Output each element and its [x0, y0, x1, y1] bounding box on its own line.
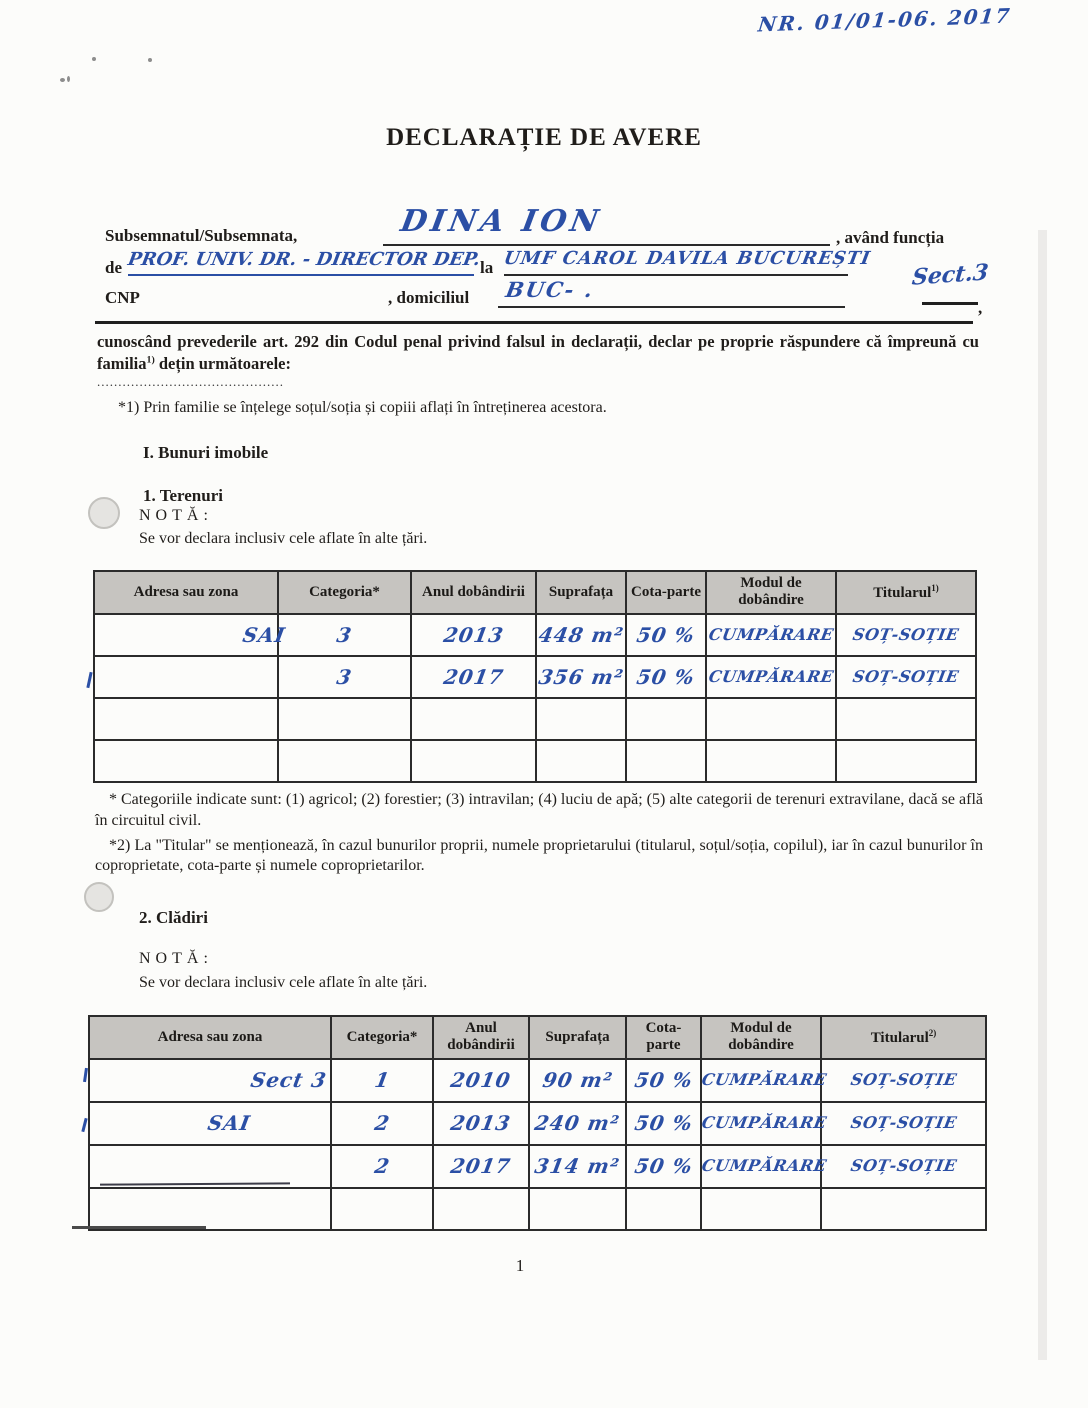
declarant-function: PROF. UNIV. DR. - DIRECTOR DEP. — [126, 249, 482, 270]
footnotes-block — [95, 790, 983, 877]
nota-text-2: Se vor declara inclusiv cele aflate în alte țări. — [139, 974, 428, 991]
cell-titular: SOȚ-SOȚIE — [836, 614, 976, 656]
terenuri-table — [93, 570, 977, 783]
oath-paragraph — [97, 331, 979, 375]
de-label: de — [105, 258, 122, 277]
dotted-line: ............................................ — [97, 374, 284, 389]
cell-modul: CUMPĂRARE — [701, 1059, 821, 1102]
cnp-label: CNP — [105, 288, 140, 307]
cell-categoria: 2 — [331, 1145, 433, 1188]
col-adresa: Adresa sau zona — [89, 1016, 331, 1059]
cell-adresa — [94, 656, 278, 698]
cell-cota: 50 % — [626, 614, 706, 656]
nota-label-1: NOTĂ: — [139, 507, 213, 524]
terenuri-empty-row — [94, 698, 976, 740]
cell-anul: 2013 — [433, 1102, 529, 1145]
cell-suprafata: 356 m² — [536, 656, 626, 698]
cell-categoria: 1 — [331, 1059, 433, 1102]
section-terenuri: 1. Terenuri — [143, 486, 223, 505]
col-categoria: Categoria* — [331, 1016, 433, 1059]
nota-text-1: Se vor declara inclusiv cele aflate în alte țări. — [139, 530, 428, 547]
sector-underline — [922, 302, 978, 305]
cell-modul: CUMPĂRARE — [701, 1145, 821, 1188]
cell-cota: 50 % — [626, 1145, 701, 1188]
pen-mark — [86, 672, 92, 688]
sector-note: Sect.3 — [910, 259, 990, 291]
cladiri-header-row — [89, 1016, 986, 1059]
terenuri-row-2 — [94, 656, 976, 698]
cell-anul: 2013 — [411, 614, 536, 656]
col-suprafata: Suprafața — [536, 571, 626, 614]
cell-titular: SOȚ-SOȚIE — [836, 656, 976, 698]
punch-hole — [84, 882, 114, 912]
cell-adresa: SAI — [94, 614, 278, 656]
col-anul: Anul dobândirii — [411, 571, 536, 614]
cladiri-row-3 — [89, 1145, 986, 1188]
declarant-name: DINA ION — [398, 204, 605, 239]
col-adresa: Adresa sau zona — [94, 571, 278, 614]
cladiri-row-2 — [89, 1102, 986, 1145]
terenuri-row-1 — [94, 614, 976, 656]
col-cota: Cota-parte — [626, 571, 706, 614]
cell-cota: 50 % — [626, 1059, 701, 1102]
subsemnatul-label: Subsemnatul/Subsemnata, — [105, 226, 298, 245]
cell-cota: 50 % — [626, 656, 706, 698]
cell-adresa: SAI — [89, 1102, 331, 1145]
scan-edge-band — [1038, 230, 1047, 1360]
cell-modul: CUMPĂRARE — [706, 614, 836, 656]
separator-rule — [95, 321, 973, 324]
registration-number: NR. 01/01-06. 2017 — [756, 3, 1013, 37]
cell-titular: SOȚ-SOȚIE — [821, 1102, 986, 1145]
col-modul: Modul de dobândire — [706, 571, 836, 614]
cell-suprafata: 240 m² — [529, 1102, 626, 1145]
col-anul: Anul dobândirii — [433, 1016, 529, 1059]
footnote-titular: *2) La "Titular" se menționează, în cazul bunurilor proprii, numele proprietarului (titularul, soțul/soția, copilul), iar în cazul bunurilor în coproprietate, cota-parte și numele coproprietarilor. — [95, 836, 983, 875]
scan-speck — [60, 78, 65, 82]
cell-modul: CUMPĂRARE — [701, 1102, 821, 1145]
cell-titular: SOȚ-SOȚIE — [821, 1059, 986, 1102]
section-cladiri: 2. Clădiri — [139, 908, 208, 927]
col-categoria: Categoria* — [278, 571, 411, 614]
cell-categoria: 3 — [278, 614, 411, 656]
scan-speck — [148, 58, 152, 62]
cell-suprafata: 314 m² — [529, 1145, 626, 1188]
col-titular: Titularul$^{2)}$ — [821, 1016, 986, 1059]
cell-categoria: 3 — [278, 656, 411, 698]
footnote-categorii: * Categoriile indicate sunt: (1) agricol; (2) forestier; (3) intravilan; (4) luciu de apă; (5) alte categorii de terenuri extravilane, dacă se află în circuitul civil. — [95, 791, 983, 829]
cell-categoria: 2 — [331, 1102, 433, 1145]
terenuri-header-row — [94, 571, 976, 614]
bottom-left-line — [72, 1226, 206, 1229]
oath-text-1: cunoscând prevederile art. 292 din Codul penal privind falsul in declarații, declar pe proprie răspundere că împreună cu familia — [97, 332, 979, 373]
cell-modul: CUMPĂRARE — [706, 656, 836, 698]
function-fill-line — [126, 246, 482, 276]
domiciliul-value: BUC- . — [503, 277, 597, 302]
cladiri-table — [88, 1015, 987, 1231]
cladiri-row-1 — [89, 1059, 986, 1102]
col-suprafata: Suprafața — [529, 1016, 626, 1059]
cell-anul: 2010 — [433, 1059, 529, 1102]
cell-adresa — [89, 1145, 331, 1188]
domiciliul-fill-line — [498, 274, 845, 308]
employer-name: UMF CAROL DAVILA BUCUREȘTI — [502, 248, 873, 269]
scan-speck — [92, 57, 96, 61]
cell-suprafata: 90 m² — [529, 1059, 626, 1102]
page-number: 1 — [515, 1256, 525, 1275]
nota-label-2: NOTĂ: — [139, 950, 213, 967]
trailing-comma: , — [978, 298, 983, 317]
cell-anul: 2017 — [433, 1145, 529, 1188]
oath-text-2: dețin următoarele: — [154, 353, 291, 373]
cell-suprafata: 448 m² — [536, 614, 626, 656]
cell-titular: SOȚ-SOȚIE — [821, 1145, 986, 1188]
cell-adresa: Sect 3 — [89, 1059, 331, 1102]
document-title: DECLARAȚIE DE AVERE — [386, 124, 702, 151]
col-cota: Cota-parte — [626, 1016, 701, 1059]
scan-speck — [67, 76, 70, 82]
employer-fill-line — [502, 244, 873, 276]
col-modul: Modul de dobândire — [701, 1016, 821, 1059]
domiciliul-label: , domiciliul — [388, 288, 470, 307]
punch-hole — [88, 497, 120, 529]
pen-mark — [81, 1118, 87, 1132]
oath-footnote-ref: 1) — [146, 354, 155, 366]
avand-functia-label: , având funcția — [836, 228, 945, 247]
la-label: la — [480, 258, 494, 277]
section-bunuri-imobile: I. Bunuri imobile — [143, 443, 269, 462]
col-titular: Titularul$^{1)}$ — [836, 571, 976, 614]
cell-anul: 2017 — [411, 656, 536, 698]
family-footnote: *1) Prin familie se înțelege soțul/soția și copiii aflați în întreținerea acestora. — [118, 399, 607, 416]
cell-cota: 50 % — [626, 1102, 701, 1145]
cladiri-empty-row — [89, 1188, 986, 1230]
name-fill-line — [383, 200, 830, 246]
terenuri-empty-row — [94, 740, 976, 782]
